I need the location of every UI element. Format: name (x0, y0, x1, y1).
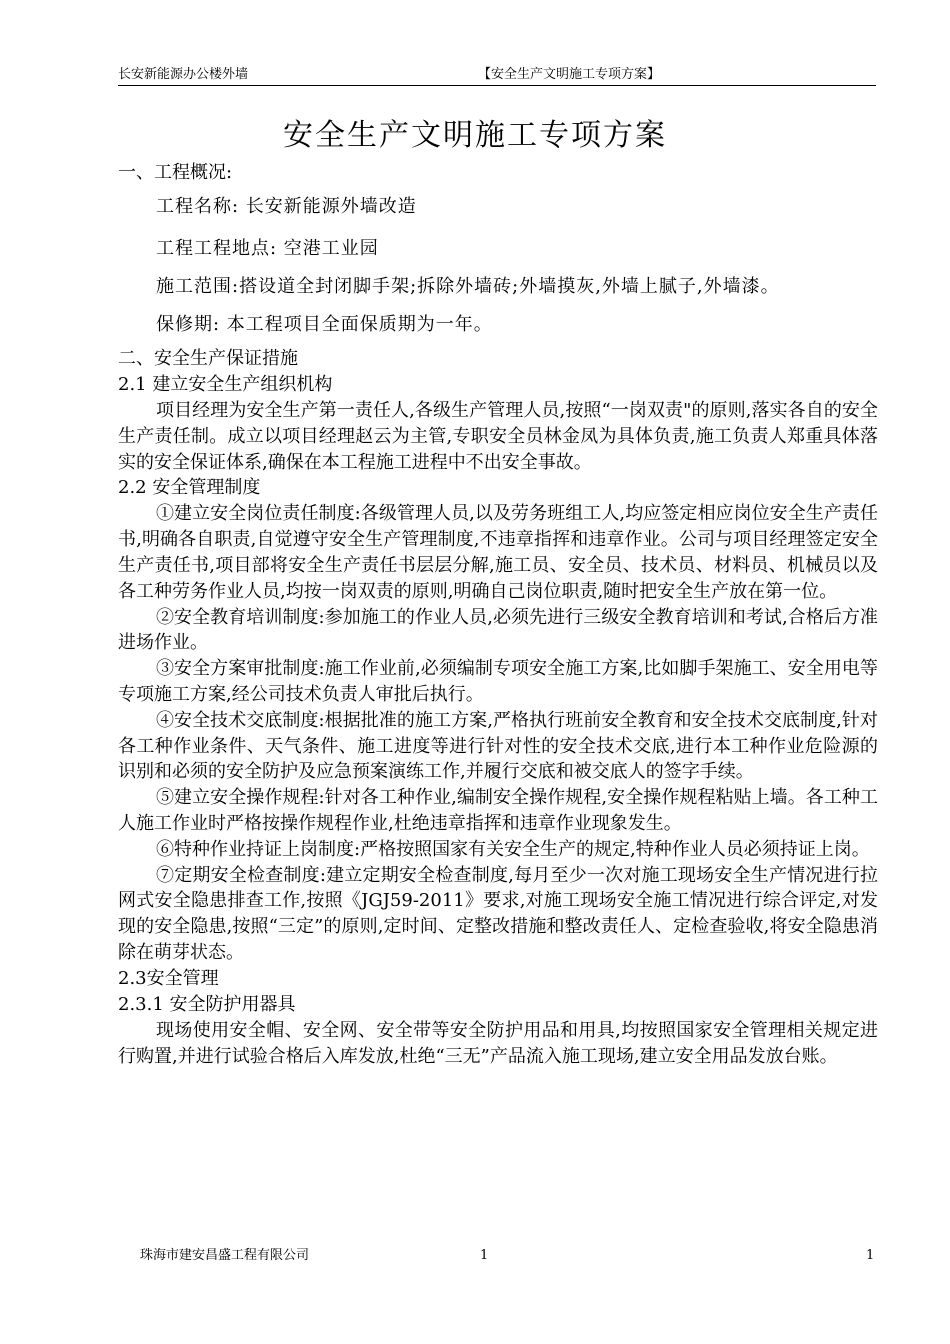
document-title: 安全生产文明施工专项方案 (283, 118, 667, 153)
section-2-1-paragraph: 项目经理为安全生产第一责任人,各级生产管理人员,按照“一岗双责"的原则,落实各自的安全生产责任制。成立以项目经理赵云为主管,专职安全员林金凤为具体负责,施工负责人郑重具体落实的安全保证体系,确保在本工程施工进程中不出安全事故。 (118, 400, 878, 473)
header-divider (118, 85, 876, 86)
section-2-heading: 二、安全生产保证措施 (118, 348, 298, 369)
list-item: ⑥特种作业持证上岗制度:严格按照国家有关安全生产的规定,特种作业人员必须持证上岗。 (156, 838, 870, 860)
header-center-text: 【安全生产文明施工专项方案】 (478, 67, 661, 82)
construction-scope: 施工范围:搭设道全封闭脚手架;拆除外墙砖;外墙摸灰,外墙上腻子,外墙漆。 (156, 276, 780, 297)
section-2-3-1-paragraph: 现场使用安全帽、安全网、安全带等安全防护用品和用具,均按照国家安全管理相关规定进行购置,并进行试验合格后入库发放,杜绝“三无”产品流入施工现场,建立安全用品发放台账。 (118, 1019, 878, 1067)
header-left-text: 长安新能源办公楼外墙 (118, 67, 249, 82)
warranty-period: 保修期: 本工程项目全面保质期为一年。 (156, 314, 493, 335)
list-item: ⑤建立安全操作规程:针对各工种作业,编制安全操作规程,安全操作规程粘贴上墙。各工种工人施工作业时严格按操作规程作业,杜绝违章指挥和违章作业现象发生。 (118, 787, 878, 834)
list-item: ①建立安全岗位责任制度:各级管理人员,以及劳务班组工人,均应签定相应岗位安全生产责任书,明确各自职责,自觉遵守安全生产管理制度,不违章指挥和违章作业。公司与项目经理签定安全生产责任书,项目部将安全生产责任书层层分解,施工员、安全员、技术员、材料员、机械员以及各工种劳务作业人员,均按一岗双责的原则,明确自己岗位职责,随时把安全生产放在第一位。 (118, 503, 878, 602)
list-item: ⑦定期安全检查制度:建立定期安全检查制度,每月至少一次对施工现场安全生产情况进行拉网式安全隐患排查工作,按照《JGJ59-2011》要求,对施工现场安全施工情况进行综合评定,对发现的安全隐患,按照“三定”的原则,定时间、定整改措施和整改责任人、定检查验收,将安全隐患消除在萌芽状态。 (118, 864, 878, 963)
section-2-1-heading: 2.1 建立安全生产组织机构 (118, 374, 333, 395)
project-location: 工程工程地点: 空港工业园 (156, 238, 379, 259)
section-2-3-heading: 2.3安全管理 (118, 967, 219, 989)
list-item: ②安全教育培训制度:参加施工的作业人员,必须先进行三级安全教育培训和考试,合格后方准进场作业。 (118, 606, 878, 654)
section-2-2-heading: 2.2 安全管理制度 (118, 477, 261, 499)
footer-company-name: 珠海市建安昌盛工程有限公司 (140, 1248, 310, 1263)
footer-page-number-center: 1 (480, 1248, 489, 1263)
footer-page-number-right: 1 (866, 1248, 875, 1263)
project-name: 工程名称: 长安新能源外墙改造 (156, 196, 417, 217)
document-body (118, 160, 878, 1069)
list-item: ③安全方案审批制度:施工作业前,必须编制专项安全施工方案,比如脚手架施工、安全用电等专项施工方案,经公司技术负责人审批后执行。 (118, 658, 878, 705)
section-2-3-1-heading: 2.3.1 安全防护用器具 (118, 993, 296, 1015)
list-item: ④安全技术交底制度:根据批准的施工方案,严格执行班前安全教育和安全技术交底制度,针对各工种作业条件、天气条件、施工进度等进行针对性的安全技术交底,进行本工种作业危险源的识别和必须的安全防护及应急预案演练工作,并履行交底和被交底人的签字手续。 (118, 709, 878, 783)
section-1-heading: 一、工程概况: (118, 162, 233, 183)
